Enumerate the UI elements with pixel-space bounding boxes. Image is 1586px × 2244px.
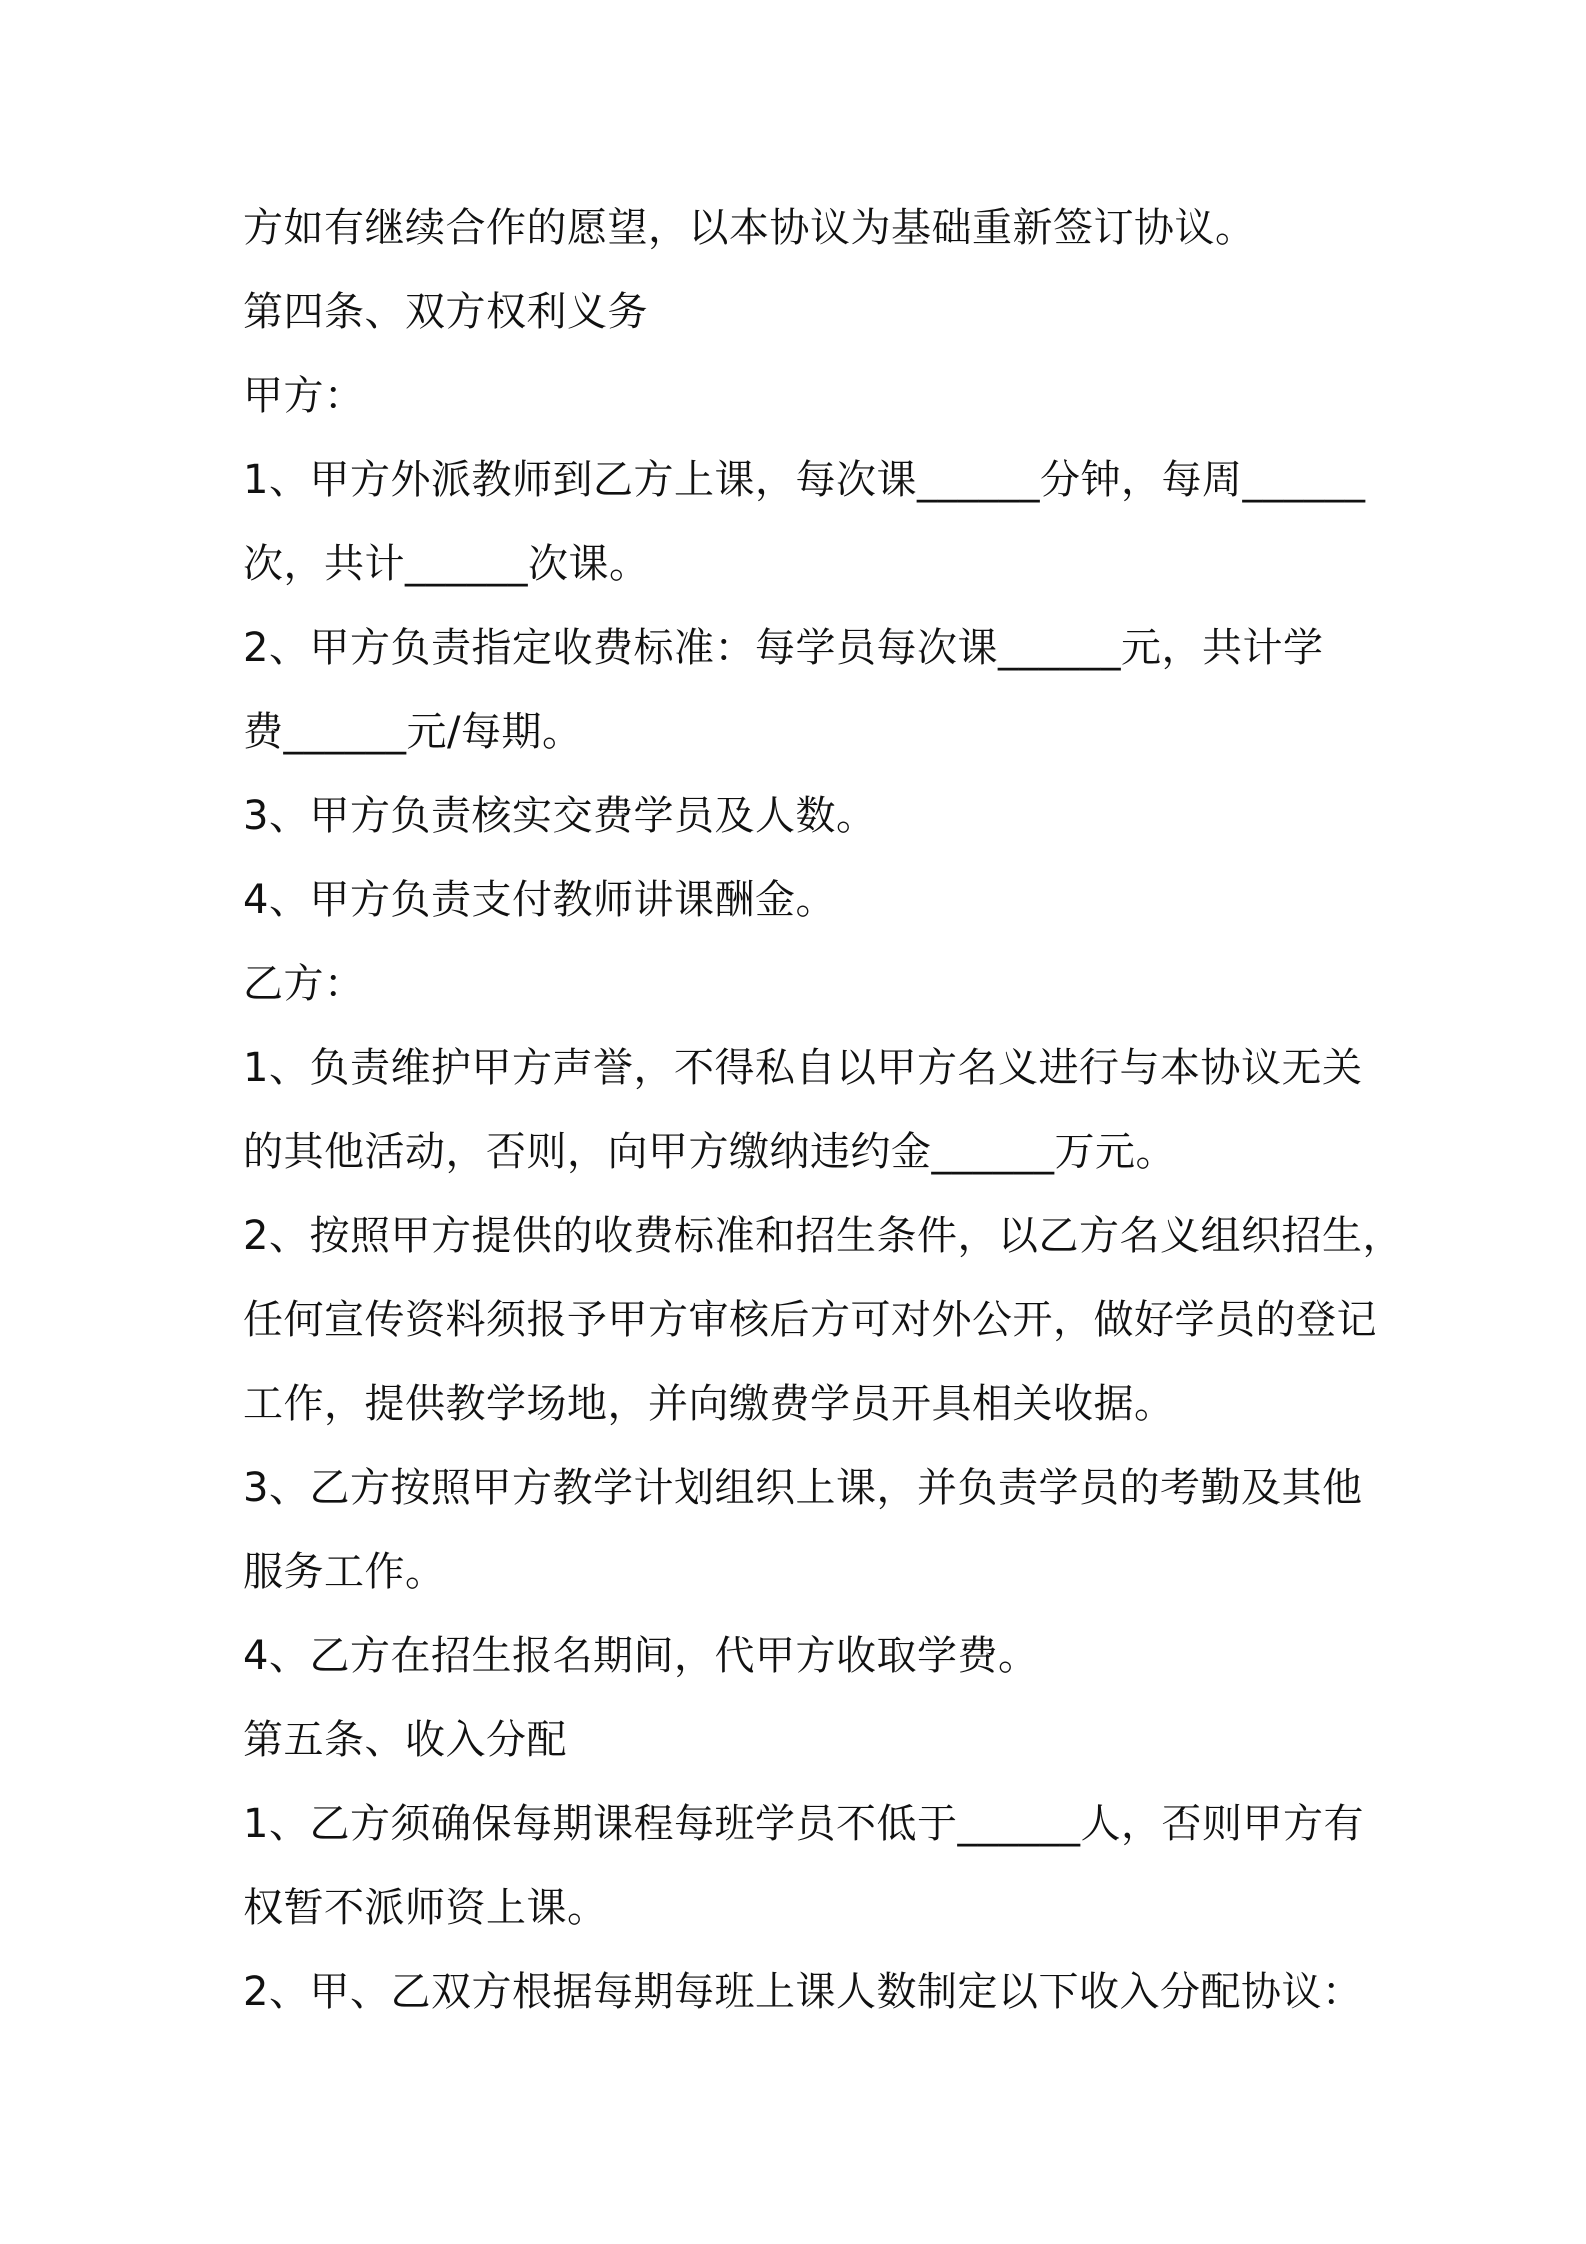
text-line: 2、按照甲方提供的收费标准和招生条件，以乙方名义组织招生， [243, 1213, 1403, 1259]
text-line: 1、甲方外派教师到乙方上课，每次课______分钟，每周______ [243, 457, 1366, 503]
section-heading-article-5: 第五条、收入分配 [243, 1717, 567, 1763]
text-line: 费______元/每期。 [243, 709, 583, 755]
text-line: 2、甲、乙双方根据每期每班上课人数制定以下收入分配协议： [243, 1969, 1363, 2015]
section-heading-article-4: 第四条、双方权利义务 [243, 289, 648, 335]
text-line: 次，共计______次课。 [243, 541, 650, 587]
text-line: 4、甲方负责支付教师讲课酬金。 [243, 877, 836, 923]
text-line: 的其他活动，否则，向甲方缴纳违约金______万元。 [243, 1129, 1176, 1175]
party-b-heading: 乙方： [243, 961, 365, 1007]
text-line: 1、乙方须确保每期课程每班学员不低于______人，否则甲方有 [243, 1801, 1364, 1847]
text-line: 4、乙方在招生报名期间，代甲方收取学费。 [243, 1633, 1039, 1679]
text-line: 3、甲方负责核实交费学员及人数。 [243, 793, 877, 839]
party-a-heading: 甲方： [243, 373, 365, 419]
text-line: 服务工作。 [243, 1549, 446, 1595]
text-line: 权暂不派师资上课。 [243, 1885, 608, 1931]
text-line: 任何宣传资料须报予甲方审核后方可对外公开，做好学员的登记 [243, 1297, 1377, 1343]
text-line: 1、负责维护甲方声誉，不得私自以甲方名义进行与本协议无关 [243, 1045, 1363, 1091]
text-line: 3、乙方按照甲方教学计划组织上课，并负责学员的考勤及其他 [243, 1465, 1363, 1511]
text-line: 方如有继续合作的愿望，以本协议为基础重新签订协议。 [243, 205, 1256, 251]
text-line: 工作，提供教学场地，并向缴费学员开具相关收据。 [243, 1381, 1175, 1427]
text-line: 2、甲方负责指定收费标准：每学员每次课______元，共计学 [243, 625, 1324, 671]
